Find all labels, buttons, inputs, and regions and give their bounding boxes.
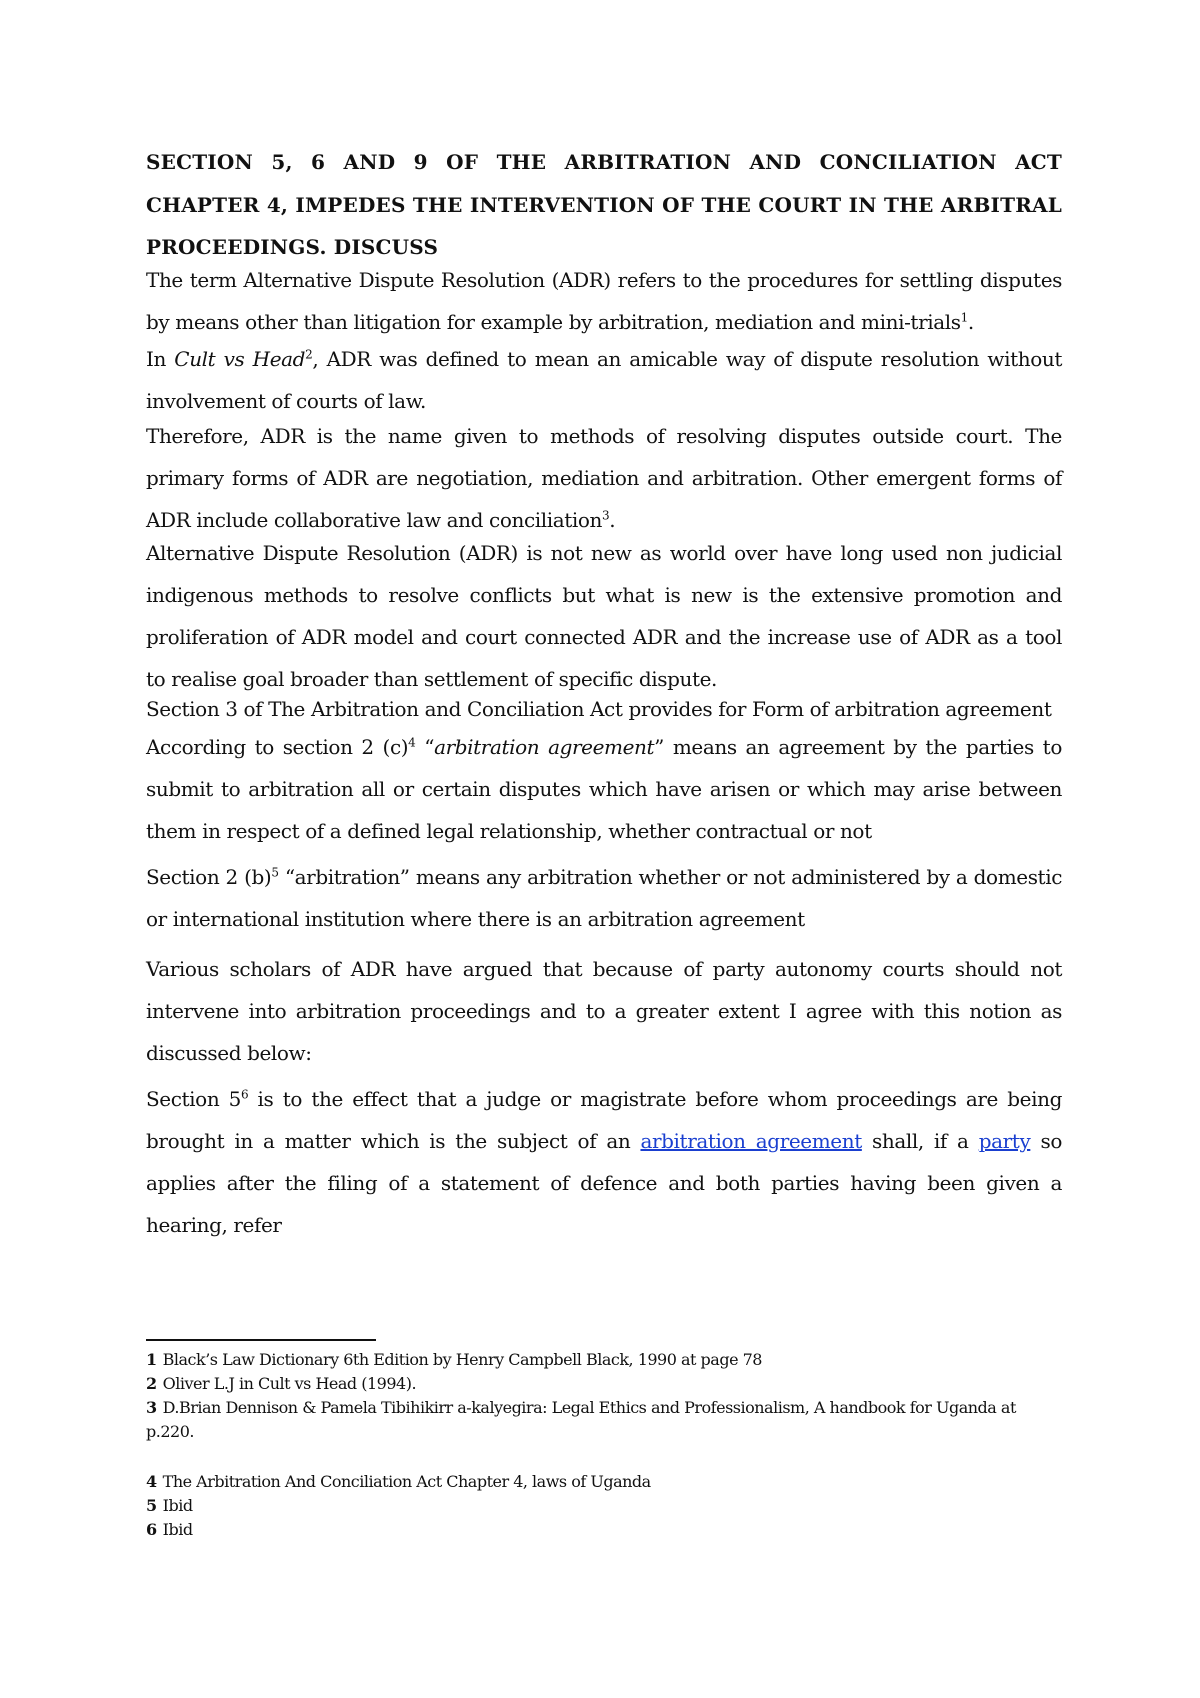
footnote-number: 2 <box>146 1374 157 1393</box>
paragraph-adr-definition: The term Alternative Dispute Resolution (ADR) refers to the procedures for settling disputes by means other than litigation for example by arbitration, mediation and mini-trials$^1$. <box>146 268 1062 334</box>
footnote-number: 1 <box>146 1350 157 1369</box>
party-link[interactable]: party <box>978 1129 1031 1153</box>
paragraph-section-2b: Section 2 $(b)^5$ “arbitration” means any arbitration whether or not administered by a domestic or international institution where there is an arbitration agreement <box>146 865 1062 931</box>
case-name: Cult vs Head <box>174 347 306 371</box>
paragraph-adr-history: Alternative Dispute Resolution (ADR) is not new as world over have long used non judicial indigenous methods to resolve conflicts but what is new is the extensive promotion and proliferation of ADR model and court connected ADR and the increase use of ADR as a tool to realise goal broader than settlement of specific dispute. <box>146 541 1062 691</box>
paragraph-adr-forms: Therefore, ADR is the name given to methods of resolving disputes outside court. The primary forms of ADR are negotiation, mediation and arbitration. Other emergent forms of ADR include collaborative law and conciliation$^3$. <box>146 424 1062 532</box>
footnote-text: D.Brian Dennison & Pamela Tibihikirr a-kalyegira: Legal Ethics and Professionalism, A handbook for Uganda at p.220. <box>146 1398 1016 1441</box>
footnote-text: Oliver L.J in Cult vs Head (1994). <box>162 1374 417 1393</box>
footnote-divider <box>146 1339 376 1341</box>
paragraph-text: ” means an agreement by the parties to submit to arbitration all or certain disputes which have arisen or which may arise between them in respect of a defined legal relationship, whether contractual or not <box>146 735 1062 843</box>
paragraph-text: , ADR was defined to mean an amicable way of dispute resolution without involvement of courts of law. <box>146 347 1062 413</box>
paragraph-text: “arbitration” means any arbitration whether or not administered by a domestic or international institution where there is an arbitration agreement <box>146 865 1062 931</box>
footnote-ref-3[interactable]: 3 <box>602 508 610 523</box>
paragraph-text: The term Alternative Dispute Resolution (ADR) refers to the procedures for settling disputes by means other than litigation for example by arbitration, mediation and mini-trials <box>146 268 1062 334</box>
paragraph-cult-vs-head: In Cult vs Head$^2$, ADR was defined to mean an amicable way of dispute resolution without involvement of courts of law. <box>146 347 1062 413</box>
footnote-ref-5[interactable]: 5 <box>271 865 279 880</box>
footnote-2 <box>146 1372 1062 1396</box>
paragraph-text: Therefore, ADR is the name given to methods of resolving disputes outside court. The primary forms of ADR are negotiation, mediation and arbitration. Other emergent forms of ADR include collaborative law and conciliation <box>146 424 1062 532</box>
footnote-5 <box>146 1494 1062 1518</box>
footnote-number: 3 <box>146 1398 157 1417</box>
arbitration-agreement-link[interactable]: arbitration agreement <box>640 1129 862 1153</box>
footnote-6 <box>146 1518 1062 1542</box>
footnote-number: 4 <box>146 1472 157 1491</box>
footnote-1 <box>146 1348 1062 1372</box>
footnote-ref-2[interactable]: 2 <box>305 347 313 362</box>
defined-term: arbitration agreement <box>434 735 655 759</box>
footnote-number: 6 <box>146 1520 157 1539</box>
paragraph-section-2c: According to section 2 $(c)^4$ “arbitration agreement” means an agreement by the parties to submit to arbitration all or certain disputes which have arisen or which may arise between them in respect of a defined legal relationship, whether contractual or not <box>146 735 1062 843</box>
footnote-text: Ibid <box>162 1496 193 1515</box>
footnote-ref-1[interactable]: 1 <box>960 310 968 325</box>
paragraph-section-3: Section 3 of The Arbitration and Conciliation Act provides for Form of arbitration agreement <box>146 697 1052 721</box>
document-title: SECTION 5, 6 AND 9 OF THE ARBITRATION AND CONCILIATION ACT CHAPTER 4, IMPEDES THE INTERVENTION OF THE COURT IN THE ARBITRAL PROCEEDINGS. DISCUSS <box>146 150 1062 259</box>
footnote-spacer <box>146 1444 1062 1470</box>
paragraph-scholars: Various scholars of ADR have argued that because of party autonomy courts should not intervene into arbitration proceedings and to a greater extent I agree with this notion as discussed below: <box>146 957 1062 1065</box>
footnote-text: The Arbitration And Conciliation Act Chapter 4, laws of Uganda <box>162 1472 651 1491</box>
footnote-number: 5 <box>146 1496 157 1515</box>
footnote-4 <box>146 1470 1062 1494</box>
footnotes <box>146 1348 1062 1542</box>
footnote-ref-4[interactable]: 4 <box>408 735 416 750</box>
paragraph-section-5: Section $5^6$ is to the effect that a judge or magistrate before whom proceedings are being brought in a matter which is the subject of an arbitration agreement shall, if a party so applies after the filing of a statement of defence and both parties having been given a hearing, refer <box>146 1087 1062 1237</box>
footnote-text: Black’s Law Dictionary 6th Edition by Henry Campbell Black, 1990 at page 78 <box>162 1350 762 1369</box>
footnote-3 <box>146 1396 1062 1444</box>
footnote-text: Ibid <box>162 1520 193 1539</box>
footnote-ref-6[interactable]: 6 <box>240 1087 249 1102</box>
